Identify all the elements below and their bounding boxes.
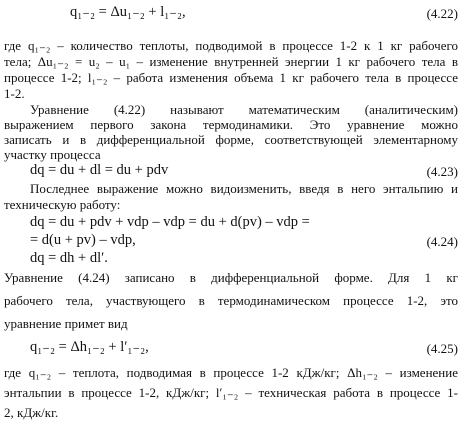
- text-line: участку процесса: [4, 147, 101, 162]
- text-line: выражением первого закона термодинамики. Это уравнение можно: [4, 117, 458, 132]
- text-line: тела; Δu₁₋₂ = u₂ – u₁ – изменение внутренней энергии 1 кг рабочего тела в: [4, 54, 458, 69]
- equation-4-24-line-3: dq = dh + dl′.: [30, 250, 108, 266]
- equation-4-24-line-2: = d(u + pv) – vdp,: [30, 232, 136, 248]
- text-line: процессе 1-2; l₁₋₂ – работа изменения объема 1 кг рабочего тела в процессе: [4, 70, 458, 85]
- text-line: техническую работу:: [4, 197, 121, 212]
- text-line: записать и в дифференциальной форме, соответствующей элементарному: [4, 132, 458, 147]
- text-line: уравнение примет вид: [4, 316, 128, 331]
- text-line: рабочего тела, участвующего в термодинамическом процессе 1-2, это: [4, 293, 458, 308]
- equation-number-4-24: (4.24): [426, 234, 458, 249]
- equation-number-4-22: (4.22): [426, 6, 458, 21]
- text-line: 1-2.: [4, 86, 25, 101]
- equation-4-23: dq = du + dl = du + pdv: [30, 162, 169, 178]
- equation-4-24-line-1: dq = du + pdv + vdp – vdp = du + d(pv) – vdp =: [30, 214, 310, 230]
- text-line: Последнее выражение можно видоизменить, введя в него энтальпию и: [30, 181, 458, 196]
- text-line: энтальпии в процессе 1-2, кДж/кг; l′₁₋₂ – техническая работа в процессе 1-: [4, 385, 458, 400]
- equation-number-4-23: (4.23): [426, 164, 458, 179]
- text-line: где q₁₋₂ – теплота, подводимая в процессе 1-2 кДж/кг; Δh₁₋₂ – изменение: [4, 365, 458, 380]
- equation-4-25: q₁₋₂ = Δh₁₋₂ + l′₁₋₂,: [30, 339, 149, 355]
- equation-4-22: q₁₋₂ = Δu₁₋₂ + l₁₋₂,: [70, 4, 186, 20]
- equation-number-4-25: (4.25): [426, 341, 458, 356]
- text-line: Уравнение (4.22) называют математическим (аналитическим): [30, 102, 458, 117]
- text-line: Уравнение (4.24) записано в дифференциальной форме. Для 1 кг: [4, 270, 458, 285]
- text-line: где q₁₋₂ – количество теплоты, подводимой в процессе 1-2 к 1 кг рабочего: [4, 38, 458, 53]
- text-line: 2, кДж/кг.: [4, 405, 59, 420]
